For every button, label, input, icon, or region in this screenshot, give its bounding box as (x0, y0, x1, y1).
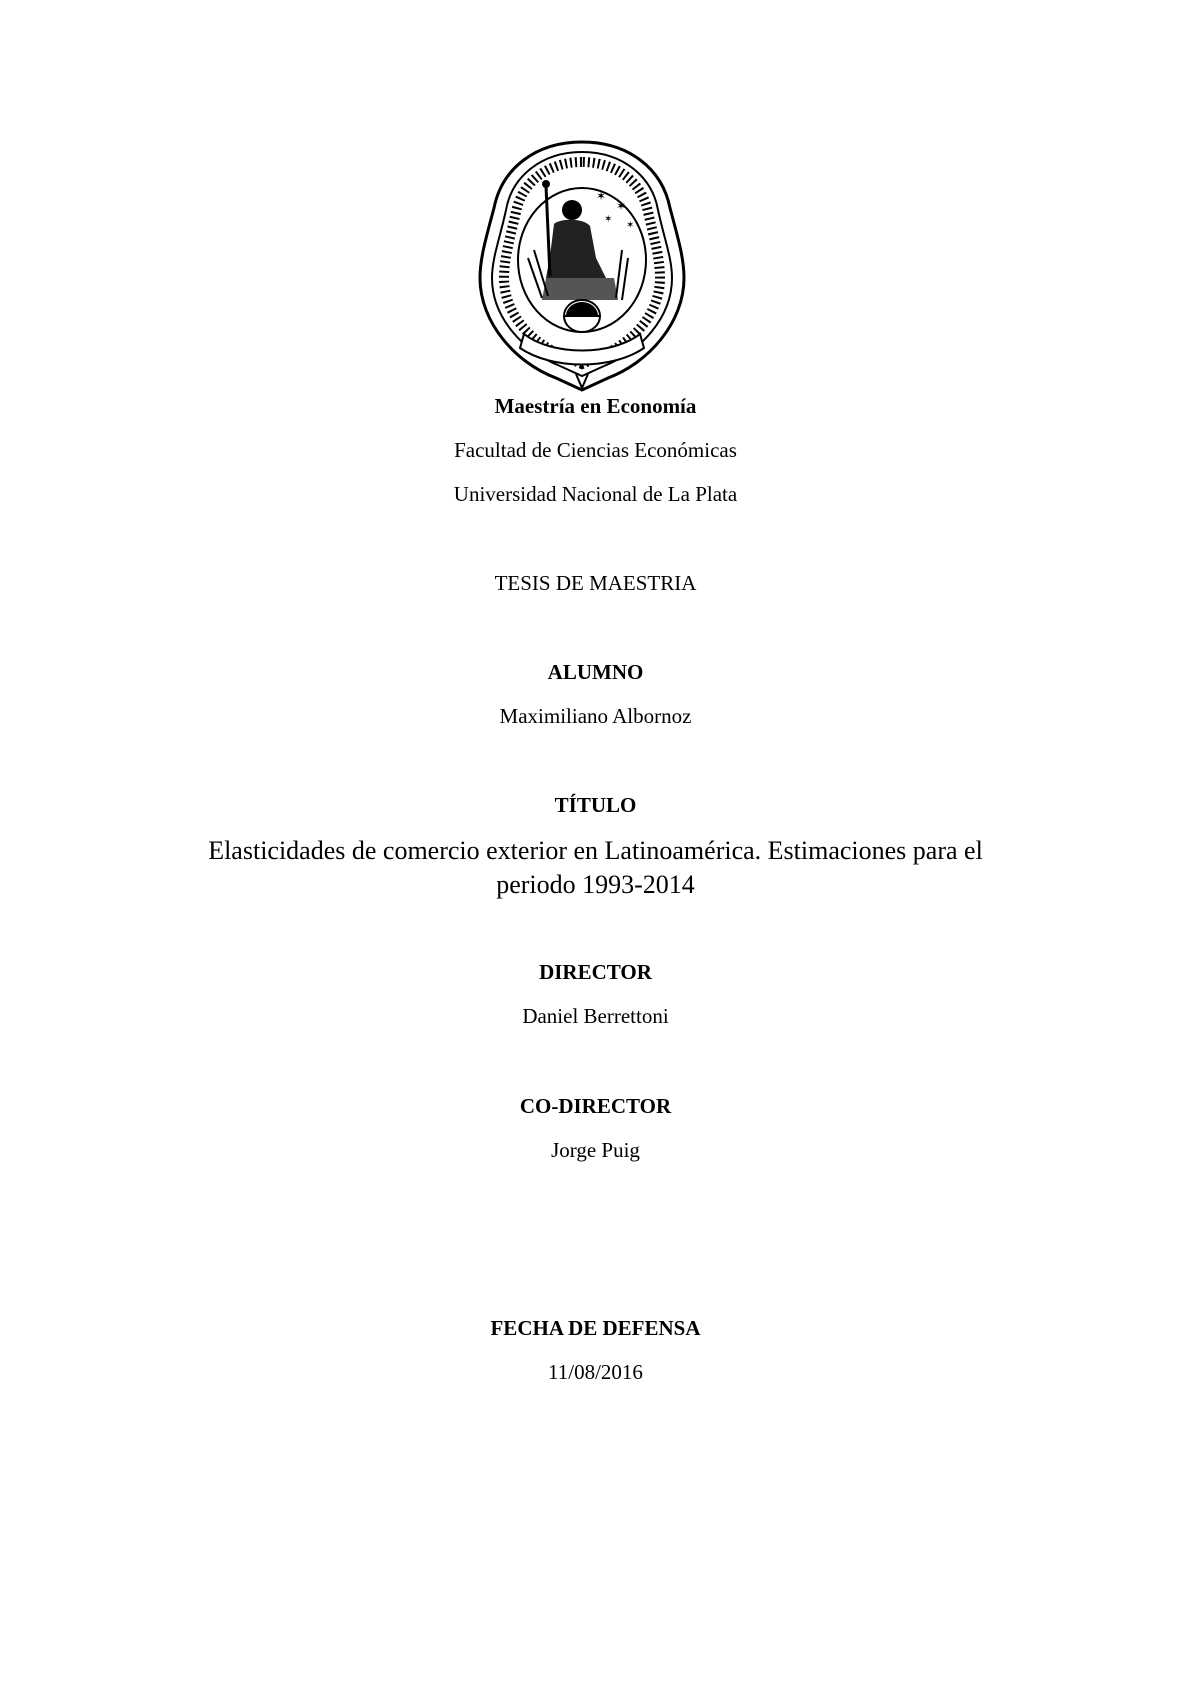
student-heading: ALUMNO (547, 660, 644, 684)
title-heading: TÍTULO (554, 793, 637, 817)
defense-date-heading: FECHA DE DEFENSA (490, 1316, 701, 1340)
co-director-heading: CO-DIRECTOR (519, 1094, 672, 1118)
thesis-title-line-1: Elasticidades de comercio exterior en Latinoamérica. Estimaciones para el (208, 836, 983, 865)
thesis-title (0, 834, 1191, 902)
university-name: Universidad Nacional de La Plata (453, 482, 738, 506)
director-name: Daniel Berrettoni (522, 1004, 669, 1028)
student-name: Maximiliano Albornoz (499, 704, 692, 728)
svg-text:✶: ✶ (616, 199, 627, 213)
director-heading: DIRECTOR (539, 960, 652, 984)
svg-text:✶: ✶ (626, 220, 635, 231)
program-name: Maestría en Economía (494, 394, 697, 418)
defense-date: 11/08/2016 (548, 1360, 643, 1384)
faculty-name: Facultad de Ciencias Económicas (454, 438, 737, 462)
svg-text:✶: ✶ (596, 189, 607, 203)
document-type: TESIS DE MAESTRIA (494, 571, 697, 595)
thesis-title-line-2: periodo 1993-2014 (496, 870, 695, 899)
co-director-name: Jorge Puig (551, 1138, 640, 1162)
svg-text:✶: ✶ (604, 214, 613, 225)
university-seal-logo (476, 138, 688, 394)
